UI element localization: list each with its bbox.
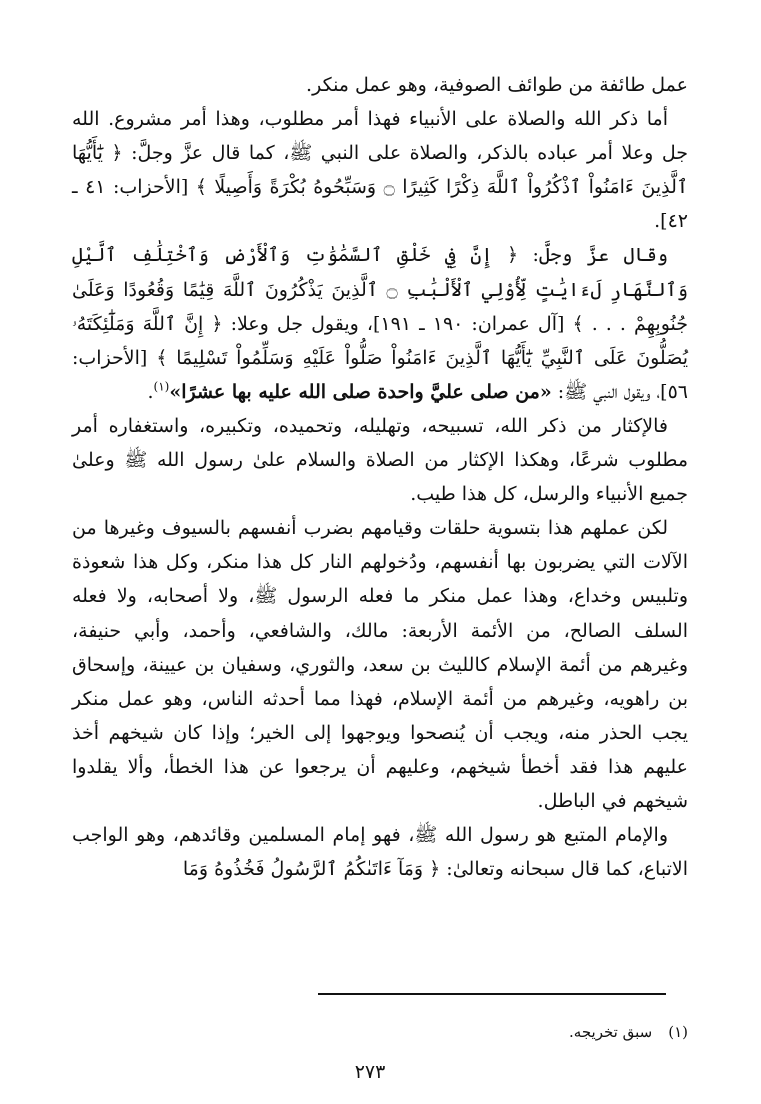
footnote-text: سبق تخريجه. [569, 1023, 653, 1041]
footnote-separator [318, 993, 666, 995]
paragraph-3: وقال عزَّ وجلَّ: ﴿ إِنَّ فِي خَلْقِ ٱلسَّمَٰوَٰتِ وَٱلْأَرْضِ وَٱخْتِلَٰفِ ٱلَّيْلِ وَٱلنَّهَارِ لَءَايَٰتٍ لِّأُوْلِي ٱلْأَلْبَٰبِ ۝ ٱلَّذِينَ يَذْكُرُونَ ٱللَّهَ قِيَٰمًا وَقُعُودًا وَعَلَىٰ جُنُوبِهِمْ . . . ﴾ [آل عمران: ١٩٠ ـ ١٩١]، ويقول جل وعلا: ﴿ إِنَّ ٱللَّهَ وَمَلَٰٓئِكَتَهُۥ يُصَلُّونَ عَلَى ٱلنَّبِيِّ يَٰٓأَيُّهَا ٱلَّذِينَ ءَامَنُواْ صَلُّواْ عَلَيْهِ وَسَلِّمُواْ تَسْلِيمًا ﴾ [الأحزاب: ٥٦]، ويقول النبي ﷺ: «من صلى عليَّ واحدة صلى الله عليه بها عشرًا»$^{(١)}$. [72, 244, 688, 403]
hadith-quote: «من صلى عليَّ واحدة صلى الله عليه بها عشرًا» [169, 380, 552, 403]
paragraph-6: والإمام المتبع هو رسول الله ﷺ، فهو إمام المسلمين وقائدهم، وهو الواجب الاتباع، كما قال سبحانه وتعالىٰ: ﴿ وَمَآ ءَاتَىٰكُمُ ٱلرَّسُولُ فَخُذُوهُ وَمَا [72, 824, 688, 881]
footnote-number: (١) [668, 1023, 688, 1041]
page-number: ٢٧٣ [354, 1061, 386, 1083]
footnote [300, 1020, 688, 1044]
paragraph-4: فالإكثار من ذكر الله، تسبيحه، وتهليله، وتحميده، وتكبيره، واستغفاره أمر مطلوب شرعًا، وهكذا الإكثار من الصلاة والسلام علىٰ رسول الله ﷺ وعلىٰ جميع الأنبياء والرسل، كل هذا طيب. [72, 414, 688, 506]
paragraph-3-text: وقال عزَّ وجلَّ: ﴿ إِنَّ فِي خَلْقِ ٱلسَّمَٰوَٰتِ وَٱلْأَرْضِ وَٱخْتِلَٰفِ ٱلَّيْلِ وَٱلنَّهَارِ لَءَايَٰتٍ لِّأُوْلِي ٱلْأَلْبَٰبِ ۝ ٱلَّذِينَ يَذْكُرُونَ ٱللَّهَ قِيَٰمًا وَقُعُودًا وَعَلَىٰ جُنُوبِهِمْ . . . ﴾ [آل عمران: ١٩٠ ـ ١٩١]، ويقول جل وعلا: ﴿ إِنَّ ٱللَّهَ وَمَلَٰٓئِكَتَهُۥ يُصَلُّونَ عَلَى ٱلنَّبِيِّ يَٰٓأَيُّهَا ٱلَّذِينَ ءَامَنُواْ صَلُّواْ عَلَيْهِ وَسَلِّمُواْ تَسْلِيمًا ﴾ [الأحزاب: ٥٦]، ويقول النبي ﷺ: [72, 244, 688, 403]
paragraph-2: أما ذكر الله والصلاة على الأنبياء فهذا أمر مطلوب، وهذا أمر مشروع. الله جل وعلا أمر عباده بالذكر، والصلاة على النبي ﷺ، كما قال عزَّ وجلَّ: ﴿ يَٰٓأَيُّهَا ٱلَّذِينَ ءَامَنُواْ ٱذْكُرُواْ ٱللَّهَ ذِكْرًا كَثِيرًا ۝ وَسَبِّحُوهُ بُكْرَةً وَأَصِيلًا ﴾ [الأحزاب: ٤١ ـ ٤٢]. [72, 108, 688, 233]
paragraph-5: لكن عملهم هذا بتسوية حلقات وقيامهم بضرب أنفسهم بالسيوف وغيرها من الآلات التي يضربون بها أنفسهم، ودُخولهم النار كل هذا منكر، وكل هذا شعوذة وتلبيس وخداع، وهذا عمل منكر ما فعله الرسول ﷺ، ولا أصحابه، ولا فعله السلف الصالح، من الأئمة الأربعة: مالك، والشافعي، وأحمد، وأبي حنيفة، وغيرهم من أئمة الإسلام كالليث بن سعد، والثوري، وسفيان بن عيينة، وإسحاق بن راهويه، وغيرهم من أئمة الإسلام، فهذا مما أحدثه الناس، وهو عمل منكر يجب الحذر منه، ويجب أن يُنصحوا ويوجهوا إلى الخير؛ وإذا كان شيخهم أخذ عليهم هذا فقد أخطأ شيخهم، وعليهم أن يرجعوا عن هذا الخطأ، وألا يقلدوا شيخهم في الباطل. [72, 517, 688, 812]
body-text [72, 68, 688, 886]
paragraph-1: عمل طائفة من طوائف الصوفية، وهو عمل منكر. [306, 74, 688, 96]
footnote-reference: (١) [153, 379, 170, 394]
